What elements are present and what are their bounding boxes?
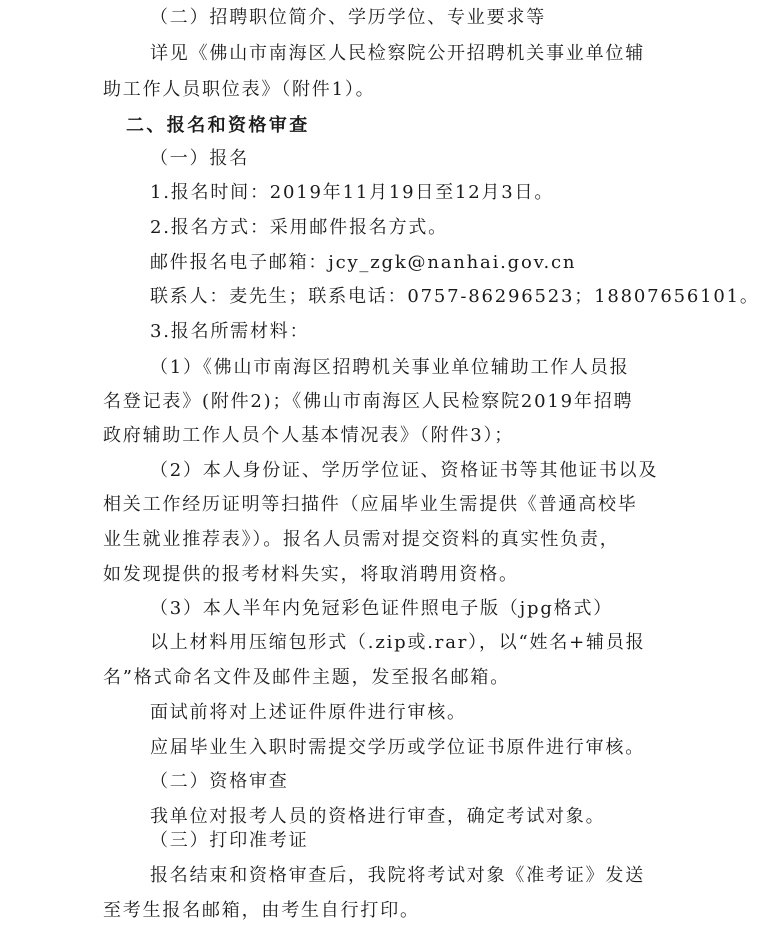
- paragraph-line: 以上材料用压缩包形式（.zip或.rar），以“姓名+辅员报: [150, 632, 646, 653]
- registration-method: 2.报名方式：采用邮件报名方式。: [150, 217, 448, 238]
- paragraph-line: 助工作人员职位表》（附件1）。: [103, 79, 376, 100]
- contact-info: 联系人：麦先生；联系电话：0757-86296523；18807656101。: [150, 286, 760, 307]
- section-heading-registration: （一）报名: [150, 148, 249, 169]
- section-heading-admission-ticket: （三）打印准考证: [150, 830, 309, 851]
- paragraph-line: 详见《佛山市南海区人民检察院公开招聘机关事业单位辅: [150, 43, 645, 64]
- paragraph-line: 如发现提供的报考材料失实，将取消聘用资格。: [103, 564, 519, 585]
- paragraph-line: 名”格式命名文件及邮件主题，发至报名邮箱。: [103, 667, 510, 688]
- paragraph-line: （3）本人半年内免冠彩色证件照电子版（jpg格式）: [150, 598, 614, 619]
- chapter-heading-registration: 二、报名和资格审查: [126, 115, 310, 136]
- paragraph-line: 至考生报名邮箱，由考生自行打印。: [103, 900, 420, 921]
- paragraph-line: 政府辅助工作人员个人基本情况表》（附件3）；: [103, 425, 515, 446]
- paragraph-line: 报名结束和资格审查后，我院将考试对象《准考证》发送: [150, 865, 645, 886]
- paragraph-line: 面试前将对上述证件原件进行审核。: [150, 702, 467, 723]
- materials-heading: 3.报名所需材料：: [150, 321, 310, 342]
- paragraph-line: 相关工作经历证明等扫描件（应届毕业生需提供《普通高校毕: [103, 494, 638, 515]
- paragraph-line: 名登记表》(附件2)；《佛山市南海区人民检察院2019年招聘: [103, 391, 634, 412]
- registration-time: 1.报名时间：2019年11月19日至12月3日。: [150, 182, 555, 203]
- section-heading-job-intro: （二）招聘职位简介、学历学位、专业要求等: [150, 7, 546, 28]
- section-heading-qualification: （二）资格审查: [150, 771, 289, 792]
- paragraph-line: 应届毕业生入职时需提交学历或学位证书原件进行审核。: [150, 737, 645, 758]
- paragraph-line: （2）本人身份证、学历学位证、资格证书等其他证书以及: [150, 460, 659, 481]
- paragraph-line: 业生就业推荐表》）。报名人员需对提交资料的真实性负责，: [103, 529, 620, 550]
- paragraph-line: 我单位对报考人员的资格进行审查，确定考试对象。: [150, 806, 606, 827]
- paragraph-line: （1）《佛山市南海区招聘机关事业单位辅助工作人员报: [150, 357, 630, 378]
- registration-email: 邮件报名电子邮箱：jcy_zgk@nanhai.gov.cn: [150, 252, 577, 273]
